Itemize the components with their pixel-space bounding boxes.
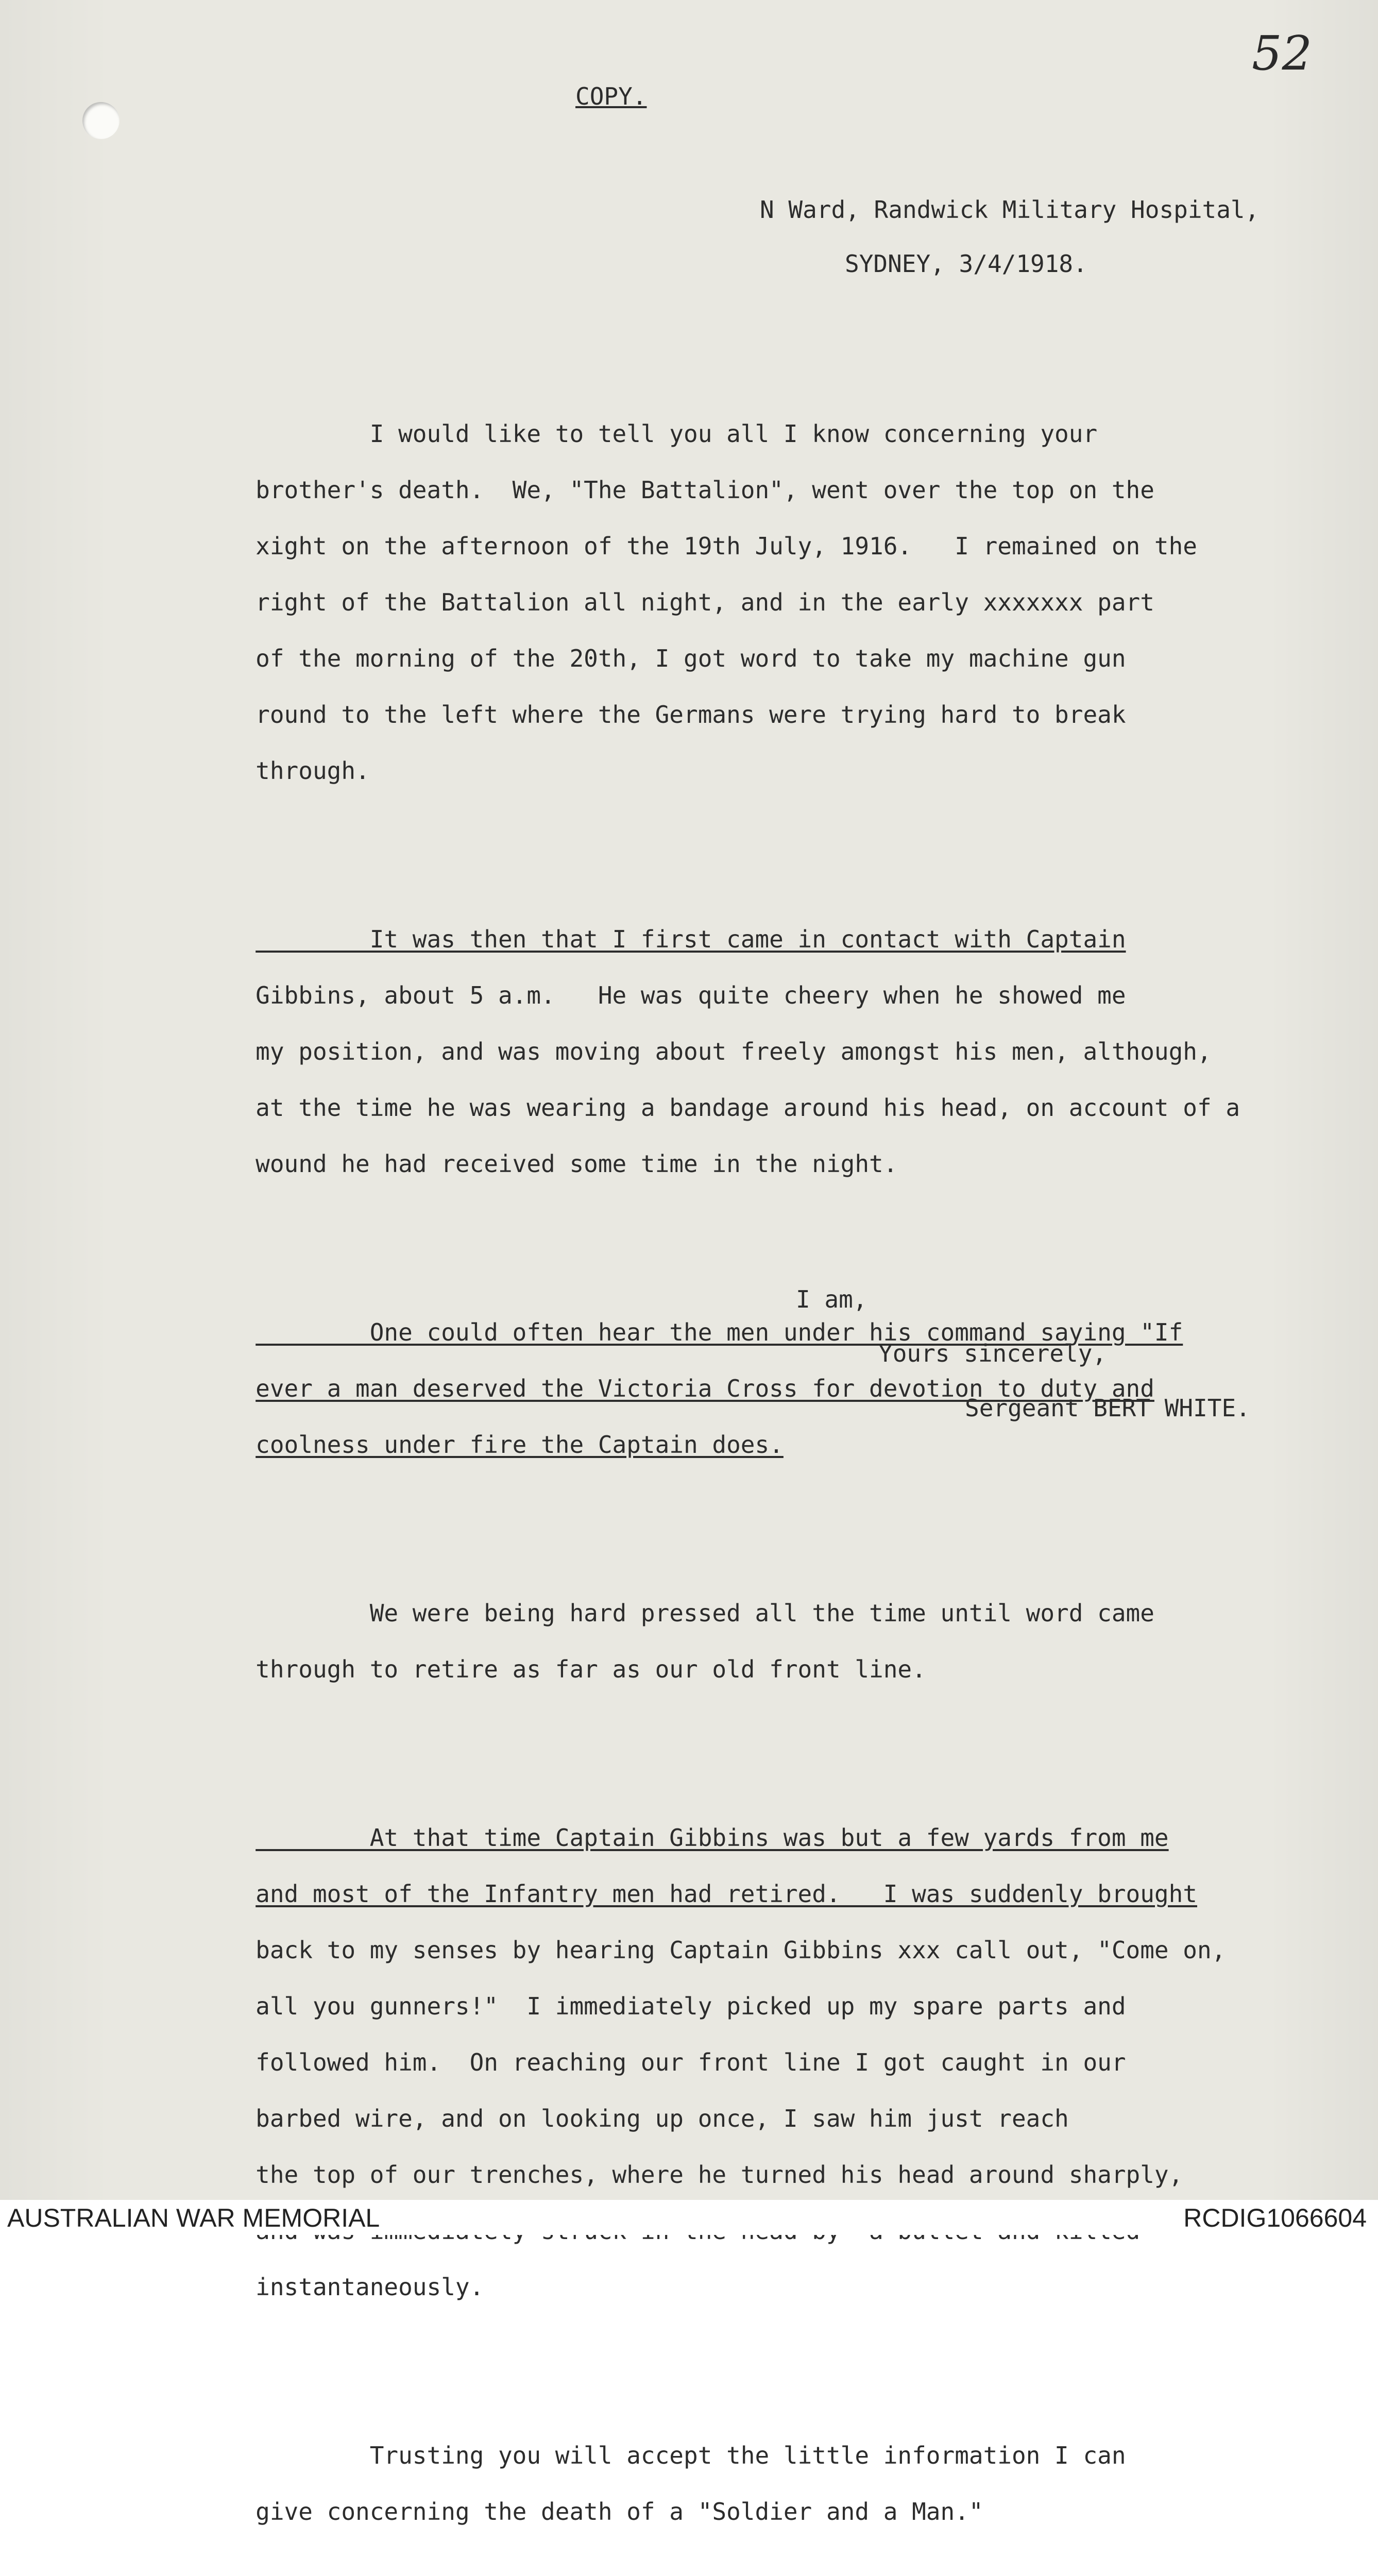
- paragraph-retire: We were being hard pressed all the time until word came through to retire as far as our old front line.: [256, 1599, 1154, 1683]
- punch-hole: [82, 102, 120, 139]
- paragraph-contact: It was then that I first came in contact with Captain Gibbins, about 5 a.m. He was quite cheery when he showed me my position, and was moving about freely amongst his men, although, at the time he was wearing a bandage around his head, on account of a wound he had received some time in the night.: [256, 925, 1240, 1178]
- archive-footer: [0, 2200, 1378, 2235]
- address-line: N Ward, Randwick Military Hospital,: [760, 196, 1260, 224]
- footer-record-id: RCDIG1066604: [1183, 2204, 1367, 2232]
- paragraph-death: At that time Captain Gibbins was but a few yards from me and most of the Infantry men had retired. I was suddenly brought back to my senses by hearing Captain Gibbins xxx call out, "Come on, all you gunners!" I immediately picked up my spare parts and followed him. On reaching our front line I got caught in our barbed wire, and on looking up once, I saw him just reach the top of our trenches, where he turned his head around sharply, instantaneously.: [256, 1823, 1226, 2301]
- signature: Sergeant BERT WHITE.: [965, 1394, 1250, 1422]
- copy-heading: COPY.: [575, 82, 647, 110]
- closing-i-am: I am,: [796, 1285, 867, 1313]
- letter-body: [170, 335, 1240, 2576]
- footer-institution: AUSTRALIAN WAR MEMORIAL: [7, 2204, 380, 2232]
- paragraph-battalion: I would like to tell you all I know concerning your brother's death. We, "The Battalion", went over the top on the xight on the afternoon of the 19th July, 1916. I remained on the right of the Battalion all night, and in the early xxxxxxx part of the morning of the 20th, I got word to take my machine gun round to the left where the Germans were trying hard to break through.: [256, 419, 1197, 785]
- paragraph-trusting: Trusting you will accept the little information I can give concerning the death of a "Soldier and a Man.": [256, 2441, 1126, 2526]
- paragraph-victoria-cross: One could often hear the men under his command saying "If ever a man deserved the Victoria Cross for devotion to duty and coolness under fire the Captain does.: [256, 1318, 1183, 1459]
- place-date: SYDNEY, 3/4/1918.: [845, 250, 1087, 278]
- page-number: 52: [1252, 26, 1313, 81]
- closing-yours: Yours sincerely,: [878, 1340, 1107, 1367]
